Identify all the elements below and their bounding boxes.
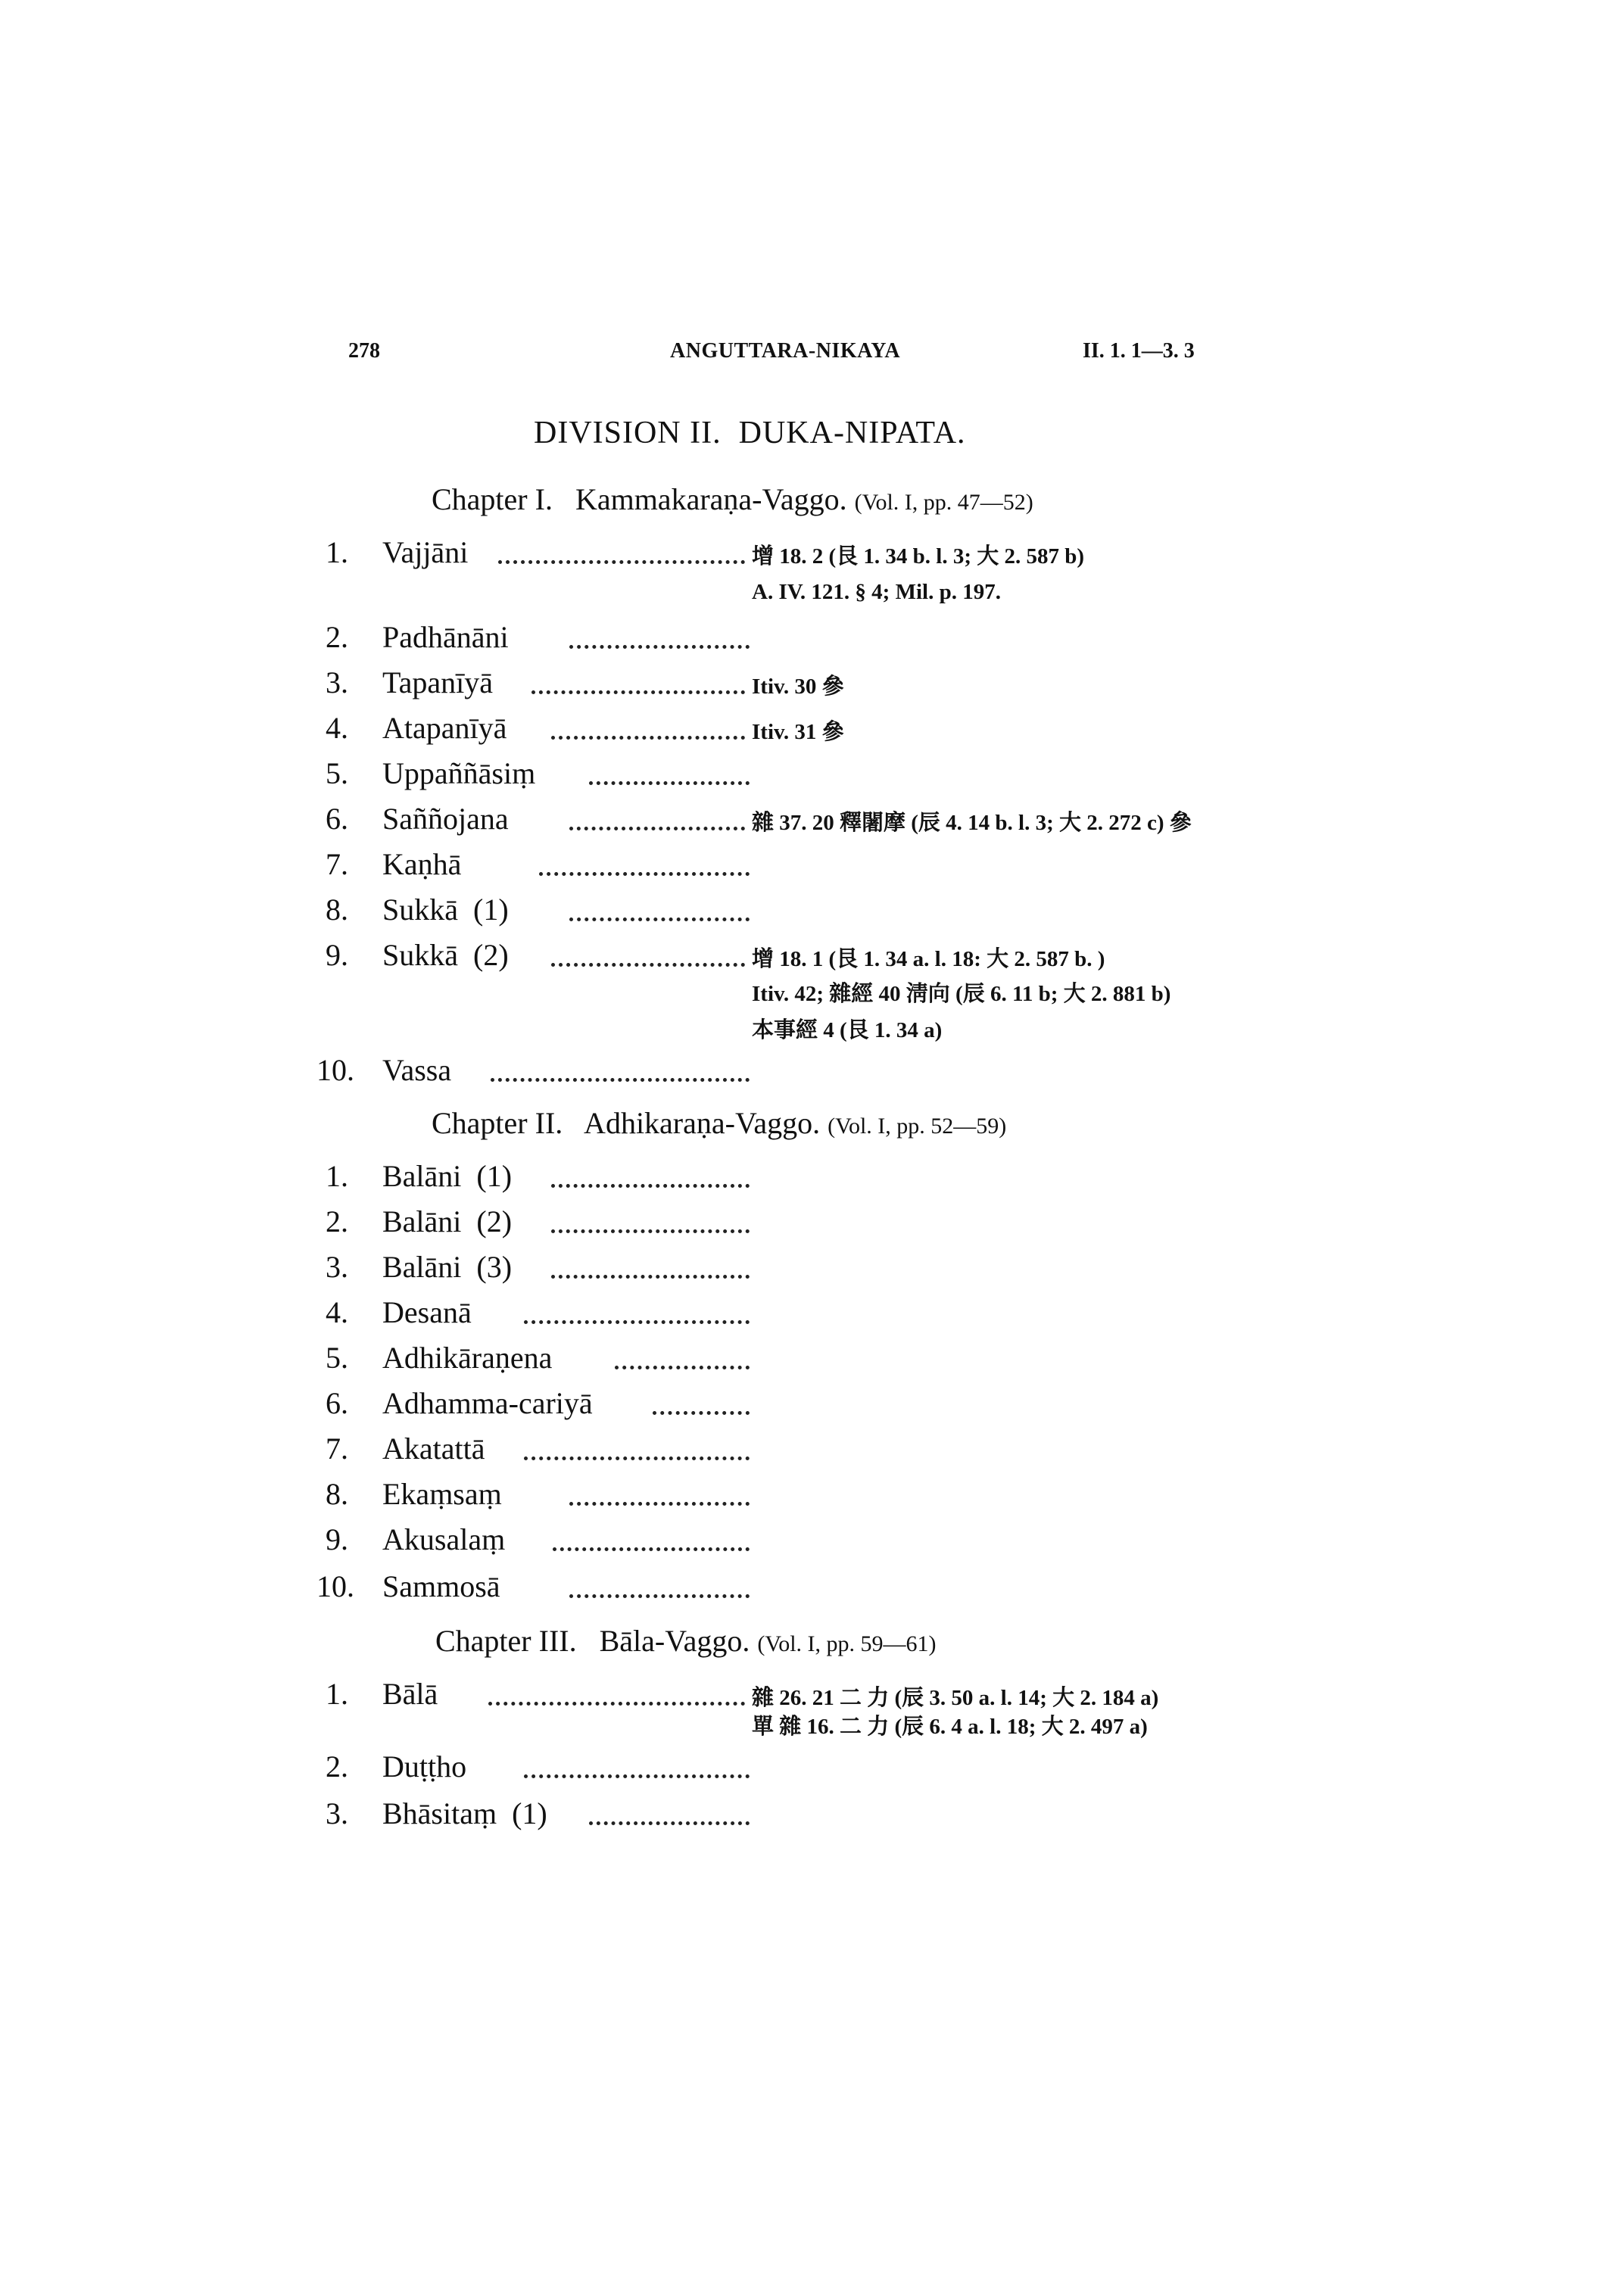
dot-leader	[531, 690, 745, 694]
entry-number: 8.	[326, 1477, 348, 1511]
entry-name: Adhamma-cariyā	[382, 1386, 593, 1420]
entry-name: Kaṇhā	[382, 847, 462, 881]
dot-leader	[491, 1078, 750, 1082]
dot-leader	[653, 1411, 750, 1415]
entry-number: 9.	[326, 938, 348, 972]
entry-name: Akatattā	[382, 1432, 485, 1466]
dot-leader	[539, 872, 750, 876]
entry-name: Atapanīyā	[382, 711, 507, 745]
dot-leader	[524, 1456, 750, 1460]
entry-name: Duṭṭho	[382, 1749, 467, 1784]
entry-number: 4.	[326, 711, 348, 745]
entry-name: Balāni (3)	[382, 1250, 513, 1284]
entry-subreference: 本事經 4 (艮 1. 34 a)	[752, 1018, 943, 1042]
chapter-title: Chapter I. Kammakaraṇa-Vaggo.	[432, 482, 847, 516]
entry-subreference: 單 雜 16. 二 力 (辰 6. 4 a. l. 18; 大 2. 497 a)	[752, 1715, 1148, 1739]
entry-number: 4.	[326, 1295, 348, 1329]
entry-reference: 增 18. 2 (艮 1. 34 b. l. 3; 大 2. 587 b)	[752, 544, 1085, 569]
entry-reference: 雜 26. 21 二 力 (辰 3. 50 a. l. 14; 大 2. 184 a)	[752, 1686, 1159, 1710]
dot-leader	[551, 963, 745, 967]
dot-leader	[569, 1502, 750, 1506]
entry-name: Akusalaṃ	[382, 1522, 506, 1556]
dot-leader	[488, 1702, 745, 1706]
dot-leader	[498, 560, 745, 564]
entry-name: Vajjāni	[382, 535, 469, 569]
entry-number: 7.	[326, 847, 348, 881]
entry-number: 9.	[326, 1522, 348, 1556]
entry-number: 7.	[326, 1432, 348, 1466]
dot-leader	[589, 1821, 750, 1825]
entry-subreference: A. IV. 121. § 4; Mil. p. 197.	[752, 580, 1001, 604]
dot-leader	[615, 1366, 750, 1369]
chapter-volume-ref: (Vol. I, pp. 59—61)	[757, 1631, 937, 1656]
dot-leader	[569, 645, 750, 649]
entry-number: 1.	[326, 535, 348, 569]
chapter-1-heading	[432, 481, 1033, 517]
dot-leader	[589, 781, 750, 785]
entry-reference: Itiv. 31 參	[752, 720, 844, 744]
entry-number: 10.	[316, 1053, 354, 1087]
entry-number: 5.	[326, 756, 348, 790]
dot-leader	[553, 1547, 750, 1551]
dot-leader	[524, 1774, 750, 1778]
chapter-3-heading	[435, 1623, 937, 1659]
dot-leader	[569, 1594, 750, 1598]
entry-number: 3.	[326, 1796, 348, 1830]
entry-name: Padhānāni	[382, 620, 509, 654]
dot-leader	[551, 1275, 750, 1279]
running-header	[348, 339, 1257, 369]
chapter-2-heading	[432, 1105, 1006, 1141]
entry-number: 10.	[316, 1569, 354, 1603]
dot-leader	[551, 1229, 750, 1233]
entry-name: Sukkā (1)	[382, 893, 509, 927]
entry-name: Saññojana	[382, 802, 509, 836]
running-title: ANGUTTARA-NIKAYA	[670, 339, 901, 363]
entry-number: 3.	[326, 665, 348, 699]
entry-name: Uppaññāsiṃ	[382, 756, 536, 790]
entry-number: 6.	[326, 802, 348, 836]
entry-number: 2.	[326, 1749, 348, 1784]
chapter-title: Chapter III. Bāla-Vaggo.	[435, 1624, 750, 1658]
entry-reference: 增 18. 1 (艮 1. 34 a. l. 18: 大 2. 587 b. )	[752, 947, 1105, 971]
section-reference: II. 1. 1—3. 3	[1083, 339, 1195, 363]
entry-reference: Itiv. 30 參	[752, 675, 844, 699]
entry-subreference: Itiv. 42; 雜經 40 淸向 (辰 6. 11 b; 大 2. 881 b)	[752, 982, 1171, 1006]
entry-name: Sukkā (2)	[382, 938, 509, 972]
entry-number: 3.	[326, 1250, 348, 1284]
entry-name: Adhikāraṇena	[382, 1341, 553, 1375]
dot-leader	[551, 736, 745, 740]
entry-number: 1.	[326, 1677, 348, 1711]
entry-number: 2.	[326, 620, 348, 654]
dot-leader	[569, 827, 745, 830]
entry-name: Balāni (2)	[382, 1204, 513, 1238]
chapter-volume-ref: (Vol. I, pp. 47—52)	[854, 490, 1033, 515]
entry-reference: 雜 37. 20 釋闍摩 (辰 4. 14 b. l. 3; 大 2. 272 c) 參	[752, 811, 1192, 835]
entry-name: Ekaṃsaṃ	[382, 1477, 502, 1511]
entry-name: Desanā	[382, 1295, 472, 1329]
entry-number: 5.	[326, 1341, 348, 1375]
entry-number: 2.	[326, 1204, 348, 1238]
entry-name: Balāni (1)	[382, 1159, 513, 1193]
chapter-title: Chapter II. Adhikaraṇa-Vaggo.	[432, 1106, 821, 1140]
dot-leader	[569, 918, 750, 921]
entry-name: Tapanīyā	[382, 665, 494, 699]
dot-leader	[524, 1320, 750, 1324]
division-title: DIVISION II. DUKA-NIPATA.	[534, 416, 966, 450]
entry-number: 1.	[326, 1159, 348, 1193]
entry-name: Bālā	[382, 1677, 438, 1711]
entry-name: Vassa	[382, 1053, 452, 1087]
page-number: 278	[348, 339, 380, 363]
entry-name: Bhāsitaṃ (1)	[382, 1796, 547, 1830]
chapter-volume-ref: (Vol. I, pp. 52—59)	[828, 1114, 1007, 1139]
dot-leader	[551, 1184, 750, 1188]
entry-name: Sammosā	[382, 1569, 500, 1603]
entry-number: 8.	[326, 893, 348, 927]
entry-number: 6.	[326, 1386, 348, 1420]
